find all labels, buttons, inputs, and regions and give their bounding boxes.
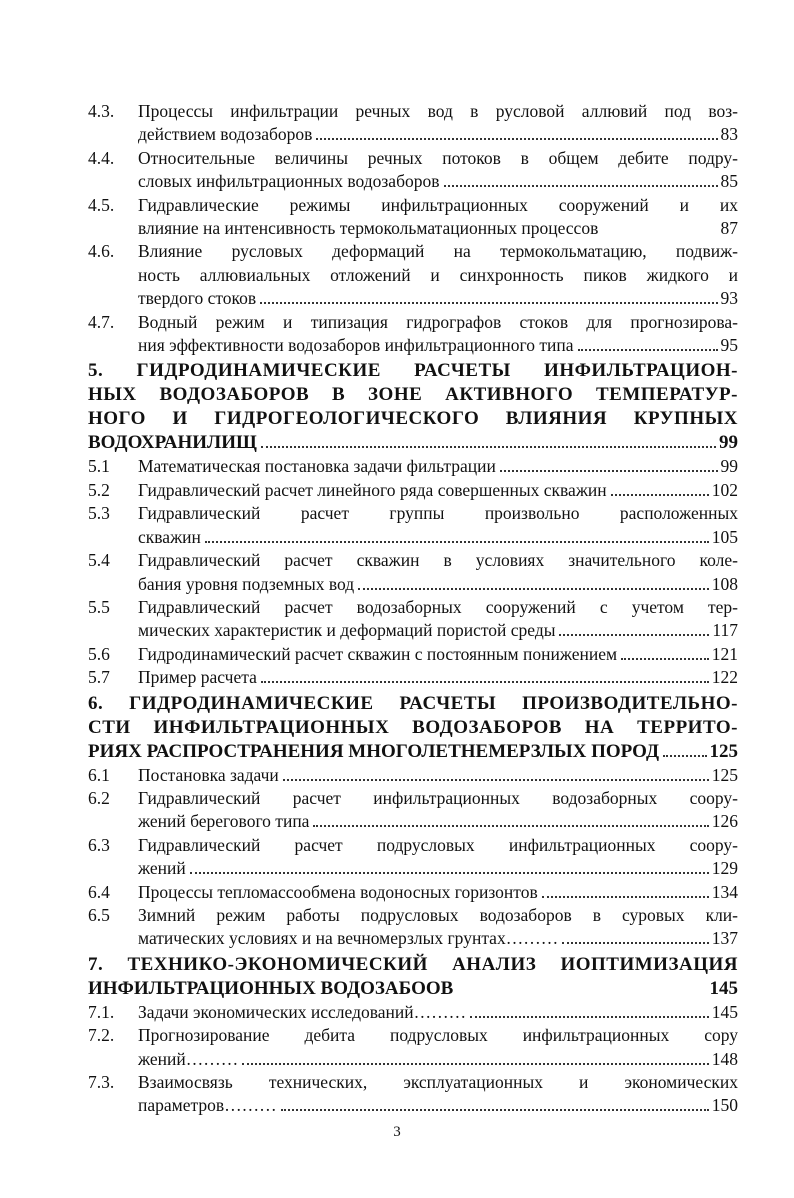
entry-text-line: Гидравлический расчет водозаборных сооружений с учетом тер- [138, 596, 738, 617]
entry-page-number: 95 [720, 335, 738, 356]
entry-text-line: Гидравлический расчет подрусловых инфильтрационных соору- [138, 834, 738, 855]
entry-text-line: Влияние русловых деформаций на термокольматацию, подвиж- [138, 241, 738, 262]
entry-page-number: 93 [720, 288, 738, 309]
entry-page-number: 99 [719, 432, 738, 454]
toc-entry [88, 194, 738, 241]
dot-leader [205, 541, 709, 543]
entry-page-number: 108 [711, 573, 738, 594]
toc-section-heading [88, 692, 738, 764]
toc-entry [88, 1024, 738, 1071]
dot-leader [611, 494, 709, 496]
toc-entry [88, 666, 738, 689]
entry-number: 6.5 [88, 904, 110, 925]
entry-text-line: Гидродинамический расчет скважин с постоянным понижением [138, 643, 618, 664]
dot-leader [559, 634, 709, 636]
dot-leader [260, 302, 717, 304]
entry-text-line: влияние на интенсивность термокольматационных процессов [138, 218, 599, 239]
entry-text-line: ВОДОХРАНИЛИЩ [88, 432, 257, 454]
entry-text-line: скважин [138, 526, 201, 547]
dot-leader [261, 446, 716, 448]
dot-leader [542, 896, 709, 898]
entry-page-number: 137 [711, 928, 738, 949]
entry-number: 4.7. [88, 311, 115, 332]
toc-entry [88, 787, 738, 834]
toc-entry [88, 549, 738, 596]
entry-text-line: 5. ГИДРОДИНАМИЧЕСКИЕ РАСЧЕТЫ ИНФИЛЬТРАЦИОН- [88, 360, 738, 382]
toc-entry [88, 147, 738, 194]
entry-page-number: 125 [711, 764, 738, 785]
entry-text-line: Гидравлические режимы инфильтрационных сооружений и их [138, 194, 738, 215]
entry-text-line: матических условиях и на вечномерзлых грунтах……… [138, 928, 559, 949]
entry-page-number: 117 [712, 620, 738, 641]
dot-leader [621, 658, 709, 660]
entry-number: 5.1 [88, 456, 110, 477]
entry-text-line: 6. ГИДРОДИНАМИЧЕСКИЕ РАСЧЕТЫ ПРОИЗВОДИТЕЛЬНО- [88, 692, 738, 714]
toc-section-heading [88, 953, 738, 1001]
entry-text-line: Водный режим и типизация гидрографов стоков для прогнозирова- [138, 311, 738, 332]
entry-number: 4.6. [88, 241, 115, 262]
entry-text-line: 7. ТЕХНИКО-ЭКОНОМИЧЕСКИЙ АНАЛИЗ ИОПТИМИЗАЦИЯ [88, 953, 738, 975]
dot-leader [316, 138, 717, 140]
entry-text-line: мических характеристик и деформаций пористой среды [138, 620, 556, 641]
entry-number: 7.2. [88, 1025, 115, 1046]
entry-text-line: ния эффективности водозаборов инфильтрационного типа [138, 335, 574, 356]
entry-page-number: 121 [711, 643, 738, 664]
entry-text-line: ИНФИЛЬТРАЦИОННЫХ ВОДОЗАБООВ [88, 977, 454, 999]
toc-entry [88, 455, 738, 478]
toc-entry [88, 100, 738, 147]
entry-text-line: ность аллювиальных отложений и синхронность пиков жидкого и [138, 264, 738, 285]
entry-text-line: СТИ ИНФИЛЬТРАЦИОННЫХ ВОДОЗАБОРОВ НА ТЕРРИТО- [88, 716, 738, 738]
dot-leader [470, 1016, 709, 1018]
dot-leader [281, 1109, 709, 1111]
dot-leader [562, 942, 709, 944]
entry-text-line: словых инфильтрационных водозаборов [138, 171, 440, 192]
entry-text-line: параметров……… [138, 1095, 277, 1116]
entry-text-line: Задачи экономических исследований……… [138, 1001, 467, 1022]
toc-entry [88, 596, 738, 643]
entry-text-line: Гидравлический расчет линейного ряда совершенных скважин [138, 479, 607, 500]
entry-number: 5.2 [88, 479, 110, 500]
entry-number: 6.1 [88, 764, 110, 785]
entry-number: 5.7 [88, 667, 110, 688]
entry-page-number: 129 [711, 858, 738, 879]
toc-entry [88, 881, 738, 904]
toc-entry [88, 311, 738, 358]
dot-leader [358, 588, 709, 590]
dot-leader [242, 1063, 709, 1065]
dot-leader [444, 185, 718, 187]
dot-leader [190, 872, 709, 874]
entry-page-number: 99 [720, 456, 738, 477]
table-of-contents [88, 100, 738, 1118]
entry-number: 4.4. [88, 147, 115, 168]
entry-page-number: 83 [720, 124, 738, 145]
entry-number: 7.3. [88, 1072, 115, 1092]
entry-text-line: Пример расчета [138, 667, 257, 688]
entry-page-number: 145 [711, 1001, 738, 1022]
entry-page-number: 85 [720, 171, 738, 192]
toc-section-heading [88, 359, 738, 455]
entry-text-line: Относительные величины речных потоков в общем дебите подру- [138, 147, 738, 168]
entry-text-line: Математическая постановка задачи фильтрации [138, 456, 496, 477]
toc-entry [88, 1001, 738, 1024]
entry-number: 6.2 [88, 787, 110, 808]
entry-text-line: Взаимосвязь технических, эксплуатационных и экономических [138, 1072, 738, 1092]
entry-page-number: 105 [711, 526, 738, 547]
entry-number: 6.3 [88, 834, 110, 855]
entry-number: 5.4 [88, 550, 110, 571]
entry-page-number: 125 [709, 740, 738, 762]
entry-page-number: 102 [711, 479, 738, 500]
entry-text-line: НОГО И ГИДРОГЕОЛОГИЧЕСКОГО ВЛИЯНИЯ КРУПНЫХ [88, 408, 738, 430]
entry-page-number: 87 [720, 218, 738, 239]
entry-page-number: 145 [709, 977, 738, 999]
dot-leader [283, 779, 709, 781]
toc-entry [88, 240, 738, 310]
entry-text-line: Гидравлический расчет скважин в условиях значительного коле- [138, 550, 738, 571]
dot-leader [500, 470, 718, 472]
entry-number: 6.4 [88, 881, 110, 902]
entry-page-number: 134 [711, 881, 738, 902]
toc-entry [88, 1071, 738, 1118]
entry-text-line: Процессы инфильтрации речных вод в русловой аллювий под воз- [138, 101, 738, 121]
entry-page-number: 126 [711, 811, 738, 832]
entry-text-line: твердого стоков [138, 288, 257, 309]
dot-leader [578, 349, 718, 351]
page-number: 3 [393, 1124, 401, 1140]
entry-number: 7.1. [88, 1001, 115, 1022]
dot-leader [663, 755, 706, 757]
toc-entry [88, 502, 738, 549]
entry-text-line: Процессы тепломассообмена водоносных горизонтов [138, 881, 538, 902]
entry-page-number: 122 [711, 667, 738, 688]
toc-entry [88, 904, 738, 951]
entry-page-number: 148 [711, 1048, 738, 1069]
entry-text-line: жений [138, 858, 186, 879]
entry-text-line: Прогнозирование дебита подрусловых инфильтрационных сору [138, 1025, 738, 1046]
entry-number: 4.3. [88, 101, 115, 121]
entry-text-line: НЫХ ВОДОЗАБОРОВ В ЗОНЕ АКТИВНОГО ТЕМПЕРАТУР- [88, 384, 738, 406]
dot-leader [313, 825, 708, 827]
toc-entry [88, 764, 738, 787]
entry-text-line: действием водозаборов [138, 124, 313, 145]
entry-text-line: Постановка задачи [138, 764, 279, 785]
entry-text-line: жений берегового типа [138, 811, 310, 832]
entry-number: 5.5 [88, 596, 110, 617]
entry-number: 5.3 [88, 503, 110, 524]
entry-text-line: бания уровня подземных вод [138, 573, 355, 594]
entry-text-line: жений……… [138, 1048, 239, 1069]
dot-leader [261, 681, 709, 683]
toc-entry [88, 643, 738, 666]
entry-text-line: Гидравлический расчет инфильтрационных водозаборных соору- [138, 787, 738, 808]
entry-text-line: Гидравлический расчет группы произвольно расположенных [138, 503, 738, 524]
toc-entry [88, 479, 738, 502]
entry-page-number: 150 [711, 1095, 738, 1116]
entry-text-line: РИЯХ РАСПРОСТРАНЕНИЯ МНОГОЛЕТНЕМЕРЗЛЫХ ПОРОД [88, 740, 660, 762]
entry-number: 5.6 [88, 643, 110, 664]
entry-number: 4.5. [88, 194, 115, 215]
entry-text-line: Зимний режим работы подрусловых водозаборов в суровых кли- [138, 904, 738, 925]
toc-entry [88, 834, 738, 881]
